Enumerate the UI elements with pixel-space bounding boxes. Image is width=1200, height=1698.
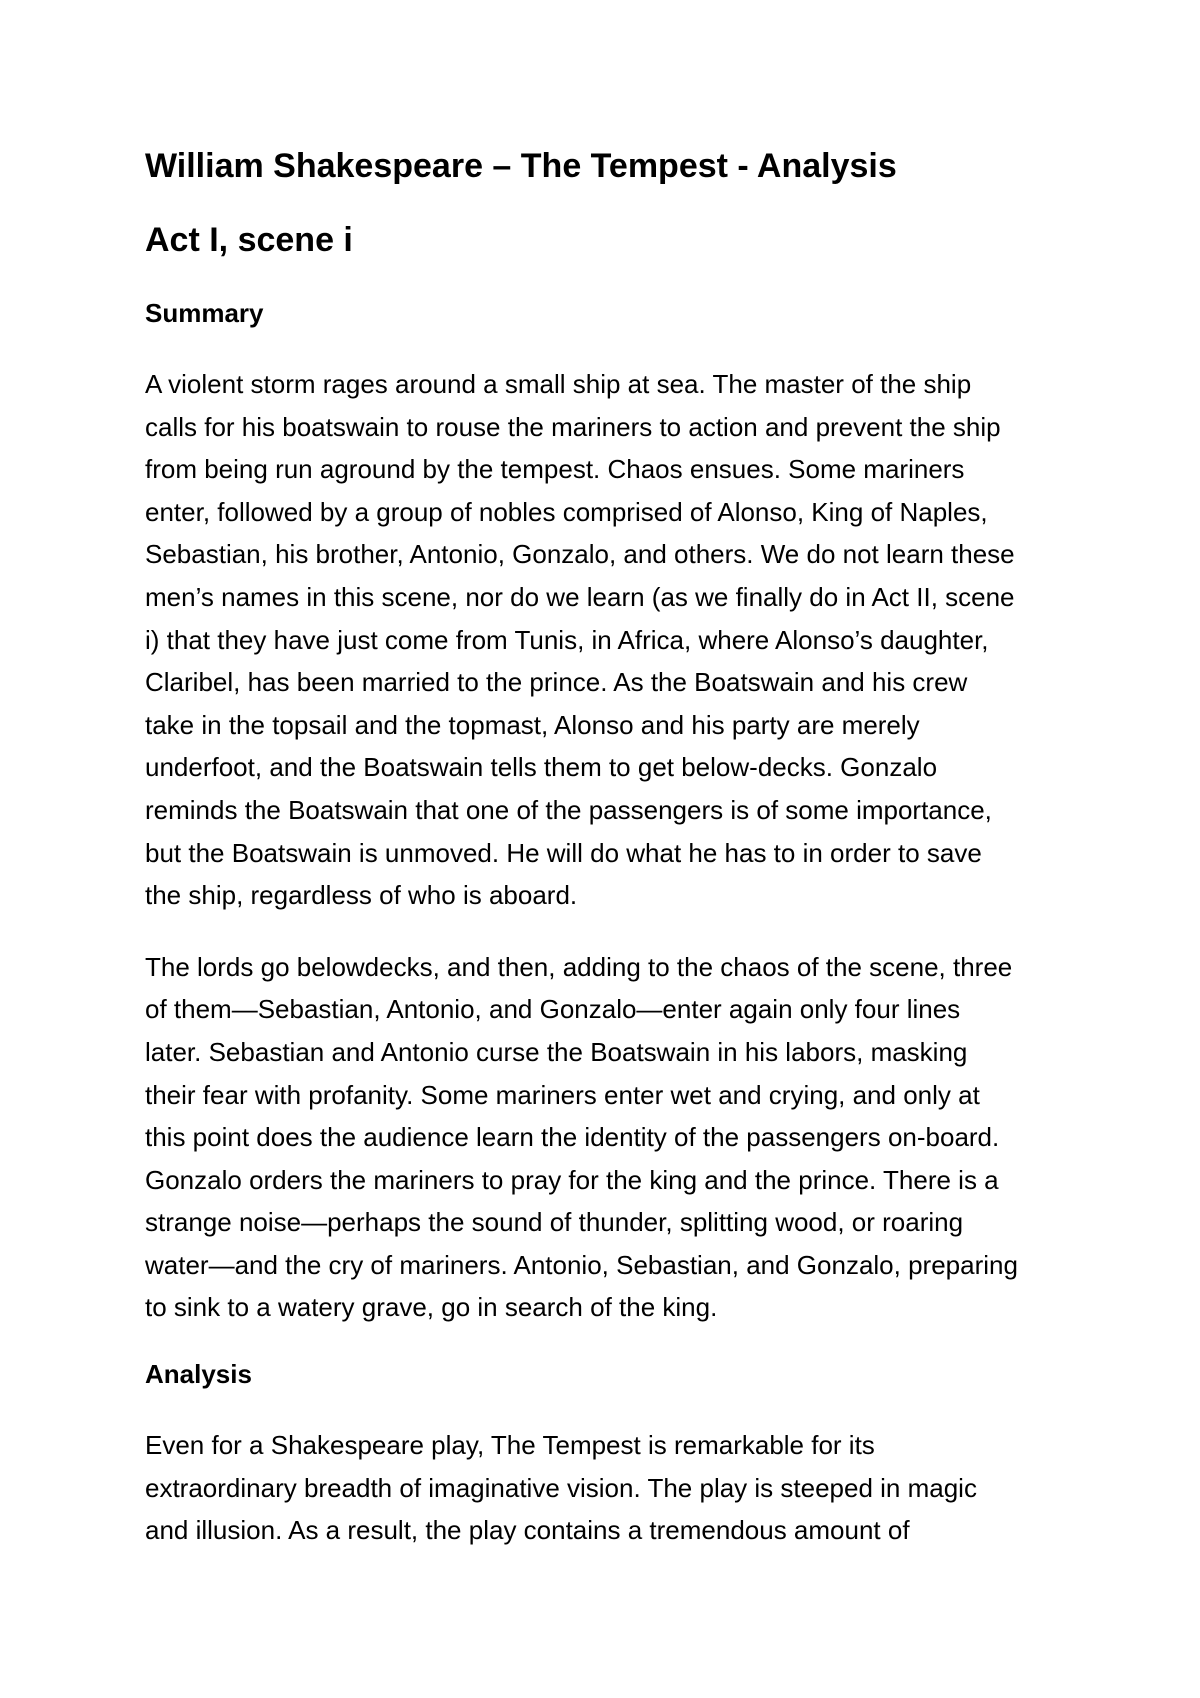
text-line: water—and the cry of mariners. Antonio, Sebastian, and Gonzalo, preparing	[145, 1249, 1018, 1280]
text-line: Claribel, has been married to the prince. As the Boatswain and his crew	[145, 667, 968, 698]
document-title: William Shakespeare – The Tempest - Analysis	[145, 147, 897, 185]
summary-heading: Summary	[145, 298, 264, 328]
analysis-paragraph-1	[145, 1424, 1075, 1552]
scene-title: Act I, scene i	[145, 221, 353, 259]
text-line: men’s names in this scene, nor do we learn (as we finally do in Act II, scene	[145, 581, 1015, 612]
text-line: from being run aground by the tempest. Chaos ensues. Some mariners	[145, 454, 965, 485]
text-line: take in the topsail and the topmast, Alonso and his party are merely	[145, 709, 920, 740]
text-line: i) that they have just come from Tunis, in Africa, where Alonso’s daughter,	[145, 624, 989, 655]
text-line: reminds the Boatswain that one of the passengers is of some importance,	[145, 794, 992, 825]
text-line: later. Sebastian and Antonio curse the Boatswain in his labors, masking	[145, 1036, 968, 1067]
text-line: A violent storm rages around a small ship at sea. The master of the ship	[145, 369, 972, 399]
text-line: Gonzalo orders the mariners to pray for the king and the prince. There is a	[145, 1164, 999, 1195]
text-line: Sebastian, his brother, Antonio, Gonzalo, and others. We do not learn these	[145, 539, 1015, 570]
text-line: The lords go belowdecks, and then, adding to the chaos of the scene, three	[145, 951, 1013, 982]
text-line: and illusion. As a result, the play contains a tremendous amount of	[145, 1515, 910, 1546]
text-line: enter, followed by a group of nobles comprised of Alonso, King of Naples,	[145, 496, 988, 527]
text-line: extraordinary breadth of imaginative vision. The play is steeped in magic	[145, 1472, 977, 1503]
summary-paragraph-1	[145, 363, 1075, 917]
document-page	[145, 138, 1075, 1552]
text-line: Even for a Shakespeare play, The Tempest is remarkable for its	[145, 1430, 875, 1461]
text-line: strange noise—perhaps the sound of thunder, splitting wood, or roaring	[145, 1207, 964, 1238]
text-line: but the Boatswain is unmoved. He will do what he has to in order to save	[145, 837, 982, 868]
text-line: the ship, regardless of who is aboard.	[145, 880, 578, 911]
summary-paragraph-2	[145, 946, 1075, 1329]
text-line: of them—Sebastian, Antonio, and Gonzalo—enter again only four lines	[145, 994, 961, 1025]
text-line: calls for his boatswain to rouse the mariners to action and prevent the ship	[145, 411, 1001, 442]
analysis-heading: Analysis	[145, 1359, 252, 1390]
text-line: to sink to a watery grave, go in search of the king.	[145, 1292, 718, 1323]
text-line: this point does the audience learn the identity of the passengers on-board.	[145, 1122, 1000, 1153]
text-line: underfoot, and the Boatswain tells them to get below-decks. Gonzalo	[145, 752, 938, 783]
text-line: their fear with profanity. Some mariners enter wet and crying, and only at	[145, 1079, 980, 1110]
